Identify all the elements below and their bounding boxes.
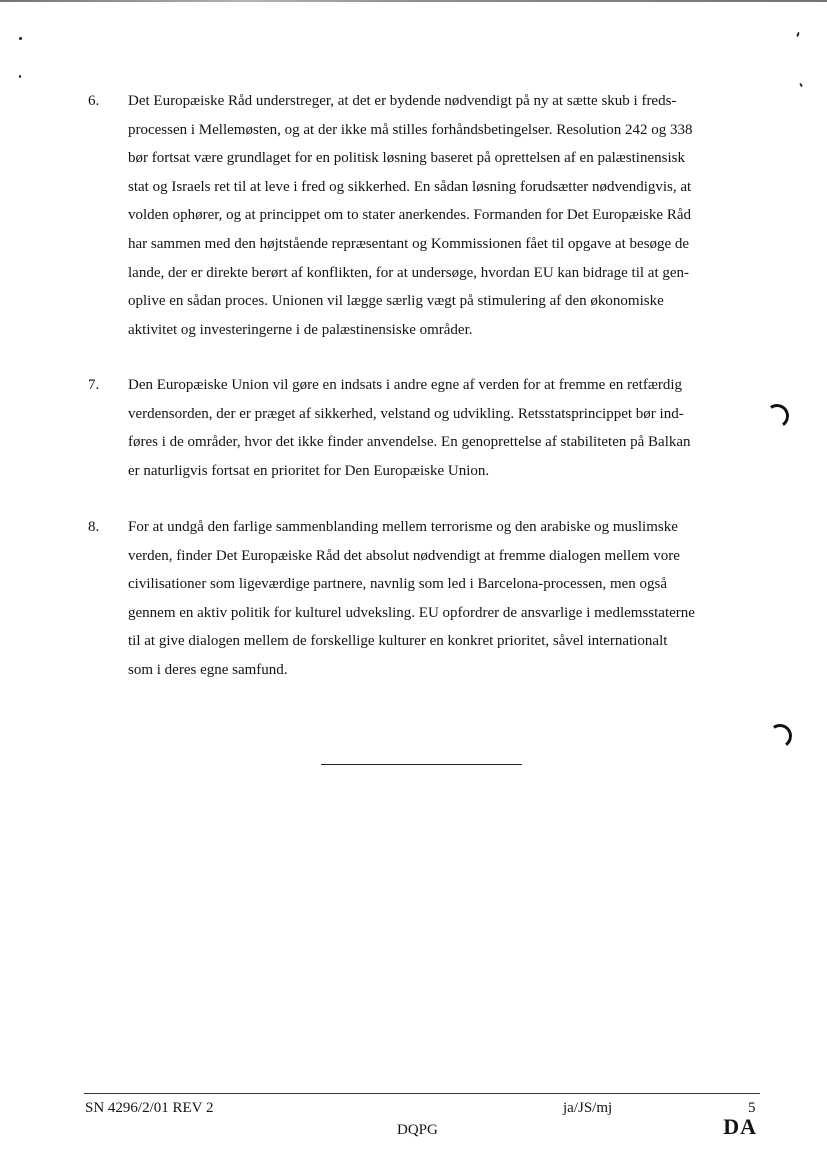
paragraph-number: 7. xyxy=(88,377,100,393)
paragraph-text xyxy=(128,513,768,685)
paragraph-text xyxy=(128,371,768,485)
scan-speck xyxy=(799,83,803,87)
paragraph-number: 6. xyxy=(88,93,100,109)
text-line: verden, finder Det Europæiske Råd det absolut nødvendigt at fremme dialogen mellem vore xyxy=(128,547,680,564)
text-line: verdensorden, der er præget af sikkerhed, velstand og udvikling. Retsstatsprincippet bør ind- xyxy=(128,405,684,422)
department-code: DQPG xyxy=(397,1122,438,1138)
text-line: bør fortsat være grundlaget for en politisk løsning baseret på oprettelsen af en palæstinensisk xyxy=(128,150,685,167)
text-line: processen i Mellemøsten, og at der ikke må stilles forhåndsbetingelser. Resolution 242 og 338 xyxy=(128,121,693,138)
text-line: oplive en sådan proces. Unionen vil lægge særlig vægt på stimulering af den økonomiske xyxy=(128,293,664,310)
paragraph-text xyxy=(128,87,768,344)
text-line: volden ophører, og at princippet om to stater anerkendes. Formanden for Det Europæiske Råd xyxy=(128,207,691,224)
author-initials: ja/JS/mj xyxy=(563,1100,613,1116)
text-line: føres i de områder, hvor det ikke finder anvendelse. En genoprettelse af stabiliteten på Balkan xyxy=(128,434,691,451)
text-line: har sammen med den højtstående repræsentant og Kommissionen fået til opgave at besøge de xyxy=(128,235,690,252)
text-line: lande, der er direkte berørt af konflikten, for at undersøge, hvordan EU kan bidrage til at gen- xyxy=(128,264,690,281)
scan-speck xyxy=(19,75,21,78)
footer-rule xyxy=(84,1093,760,1094)
paragraph-number: 8. xyxy=(88,519,100,535)
page-top-edge xyxy=(0,0,827,2)
text-line: civilisationer som ligeværdige partnere, navnlig som led i Barcelona-processen, men også xyxy=(128,576,668,593)
text-line: For at undgå den farlige sammenblanding mellem terrorisme og den arabiske og muslimske xyxy=(128,519,678,535)
page-number: 5 xyxy=(748,1100,756,1116)
text-line: gennem en aktiv politik for kulturel udveksling. EU opfordrer de ansvarlige i medlemsstaterne xyxy=(128,604,695,621)
text-line: aktivitet og investeringerne i de palæstinensiske områder. xyxy=(128,321,473,338)
text-line: Det Europæiske Råd understreger, at det er bydende nødvendigt på ny at sætte skub i freds- xyxy=(128,93,677,109)
text-line: som i deres egne samfund. xyxy=(128,661,288,678)
end-of-text-rule xyxy=(321,764,522,765)
punch-hole-mark xyxy=(766,722,794,750)
text-line: stat og Israels ret til at leve i fred og sikkerhed. En sådan løsning forudsætter nødvendigvis, at xyxy=(128,178,692,195)
language-code: DA xyxy=(723,1114,757,1139)
scan-speck xyxy=(796,32,800,37)
text-line: Den Europæiske Union vil gøre en indsats i andre egne af verden for at fremme en retfærdig xyxy=(128,377,682,393)
scan-speck xyxy=(19,37,22,40)
document-reference: SN 4296/2/01 REV 2 xyxy=(85,1100,214,1116)
text-line: til at give dialogen mellem de forskellige kulturer en konkret prioritet, såvel internationalt xyxy=(128,633,668,650)
text-line: er naturligvis fortsat en prioritet for Den Europæiske Union. xyxy=(128,462,490,479)
